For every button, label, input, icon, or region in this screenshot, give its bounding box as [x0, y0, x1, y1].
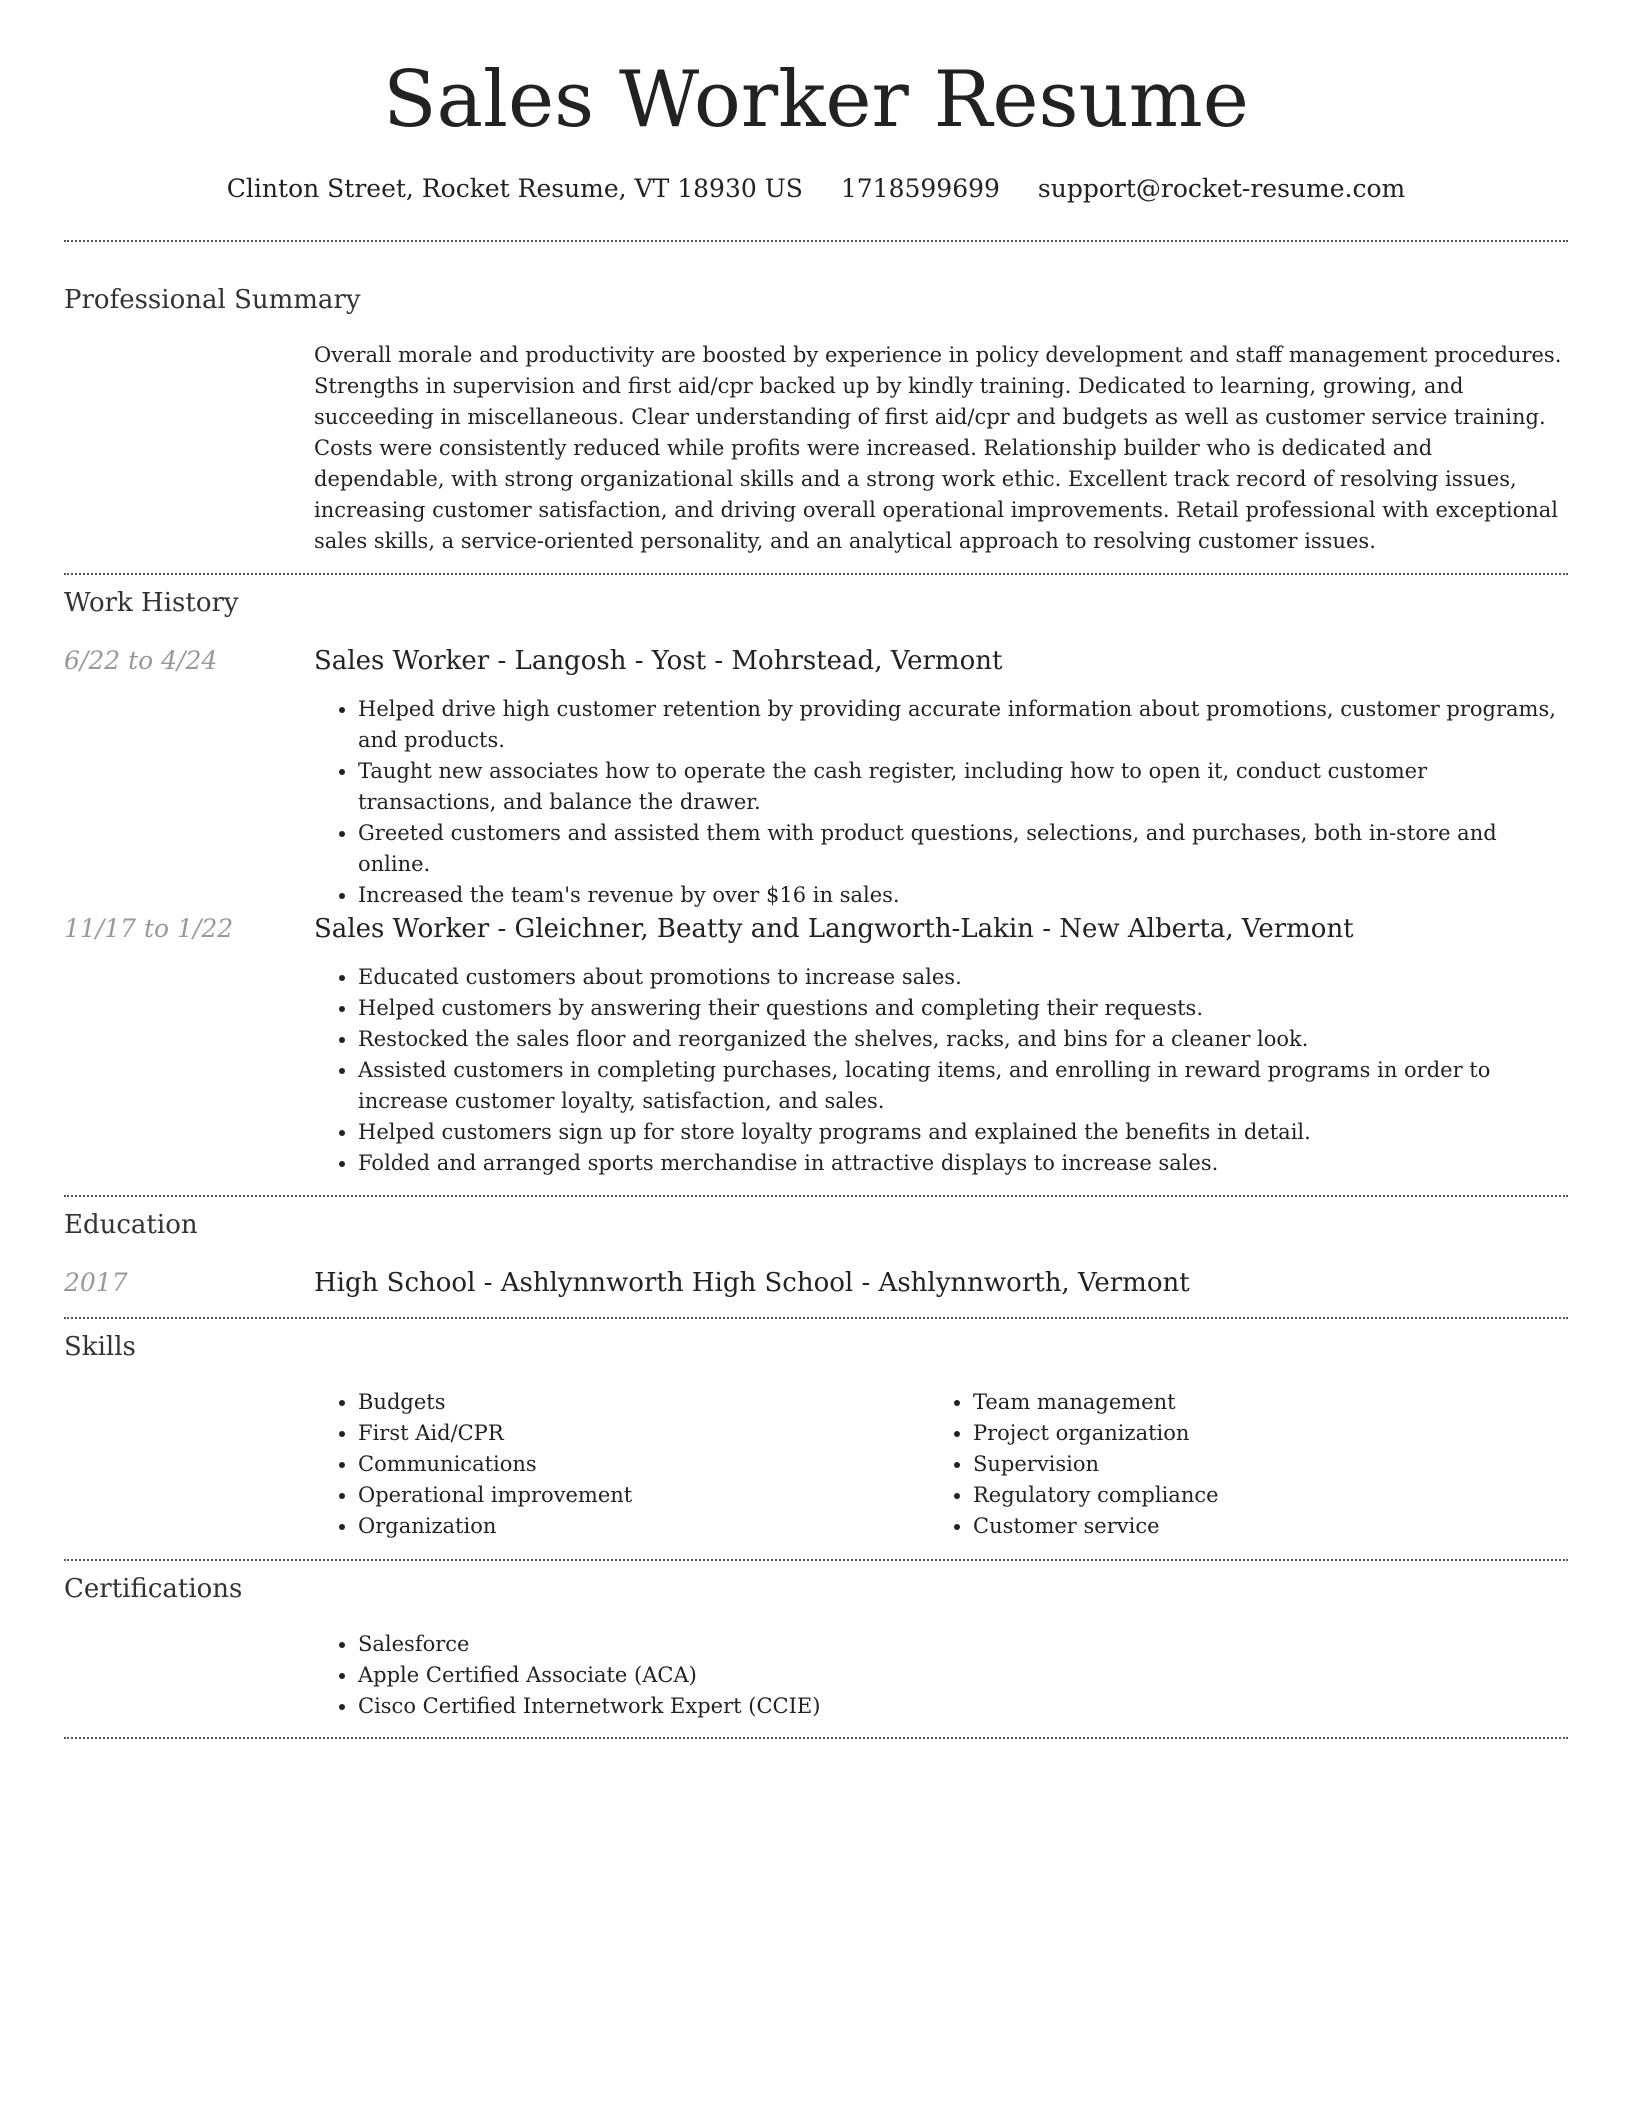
- list-item: • Helped customers sign up for store loyalty programs and explained the benefits in detail.: [358, 1117, 1566, 1148]
- list-item: • Educated customers about promotions to increase sales.: [358, 962, 1566, 993]
- list-item: • Organization: [358, 1511, 928, 1542]
- list-item: • Communications: [358, 1449, 928, 1480]
- certifications-section-title: Certifications: [64, 1574, 243, 1604]
- section-divider: [64, 1195, 1568, 1197]
- skills-list-right: [929, 1387, 1563, 1542]
- contact-email: support@rocket-resume.com: [1037, 174, 1406, 203]
- education-section-title: Education: [64, 1210, 198, 1240]
- summary-text: Overall morale and productivity are boosted by experience in policy development and staff management procedures. Strengths in supervision and first aid/cpr backed up by kindly training. Dedicated to learning, growing, and succeeding in miscellaneous. Clear understanding of first aid/cpr and budgets as well as customer service training. Costs were consistently reduced while profits were increased. Relationship builder who is dedicated and dependable, with strong organizational skills and a strong work ethic. Excellent track record of resolving issues, increasing customer satisfaction, and driving overall operational improvements. Retail professional with exceptional sales skills, a service-oriented personality, and an analytical approach to resolving customer issues.: [314, 343, 1562, 553]
- certifications-list: [314, 1629, 1566, 1722]
- skills-section-title: Skills: [64, 1332, 136, 1362]
- list-item: • Helped drive high customer retention by providing accurate information about promotions, customer programs, and products.: [358, 694, 1566, 756]
- skills-list-left: [314, 1387, 928, 1542]
- job-1-dates: 6/22 to 4/24: [64, 646, 218, 675]
- section-divider: [64, 240, 1568, 242]
- list-item: • First Aid/CPR: [358, 1418, 928, 1449]
- work-section-title: Work History: [64, 588, 239, 618]
- summary-section-title: Professional Summary: [64, 285, 361, 315]
- resume-title: Sales Worker Resume: [383, 55, 1249, 145]
- contact-phone: 1718599699: [840, 174, 1000, 203]
- list-item: • Budgets: [358, 1387, 928, 1418]
- list-item: • Folded and arranged sports merchandise in attractive displays to increase sales.: [358, 1148, 1566, 1179]
- job-2-dates: 11/17 to 1/22: [64, 914, 234, 943]
- contact-address: Clinton Street, Rocket Resume, VT 18930 US: [226, 174, 803, 203]
- section-divider: [64, 1737, 1568, 1739]
- section-divider: [64, 1559, 1568, 1561]
- list-item: • Operational improvement: [358, 1480, 928, 1511]
- list-item: • Regulatory compliance: [973, 1480, 1563, 1511]
- list-item: • Apple Certified Associate (ACA): [358, 1660, 1566, 1691]
- list-item: • Team management: [973, 1387, 1563, 1418]
- job-1-heading: Sales Worker - Langosh - Yost - Mohrstead, Vermont: [314, 646, 1003, 676]
- education-heading: High School - Ashlynnworth High School - Ashlynnworth, Vermont: [314, 1268, 1190, 1298]
- list-item: • Restocked the sales floor and reorganized the shelves, racks, and bins for a cleaner look.: [358, 1024, 1566, 1055]
- list-item: • Taught new associates how to operate the cash register, including how to open it, conduct customer transactions, and balance the drawer.: [358, 756, 1566, 818]
- list-item: • Salesforce: [358, 1629, 1566, 1660]
- job-2-heading: Sales Worker - Gleichner, Beatty and Langworth-Lakin - New Alberta, Vermont: [314, 914, 1354, 944]
- list-item: • Cisco Certified Internetwork Expert (CCIE): [358, 1691, 1566, 1722]
- section-divider: [64, 573, 1568, 575]
- list-item: • Assisted customers in completing purchases, locating items, and enrolling in reward programs in order to increase customer loyalty, satisfaction, and sales.: [358, 1055, 1566, 1117]
- section-divider: [64, 1317, 1568, 1319]
- list-item: • Customer service: [973, 1511, 1563, 1542]
- list-item: • Helped customers by answering their questions and completing their requests.: [358, 993, 1566, 1024]
- list-item: • Supervision: [973, 1449, 1563, 1480]
- list-item: • Project organization: [973, 1418, 1563, 1449]
- job-1-bullets: [314, 694, 1566, 911]
- list-item: • Increased the team's revenue by over $16 in sales.: [358, 880, 1566, 911]
- list-item: • Greeted customers and assisted them with product questions, selections, and purchases, both in-store and online.: [358, 818, 1566, 880]
- job-2-bullets: [314, 962, 1566, 1179]
- education-year: 2017: [64, 1268, 128, 1297]
- contact-line: [0, 170, 1632, 208]
